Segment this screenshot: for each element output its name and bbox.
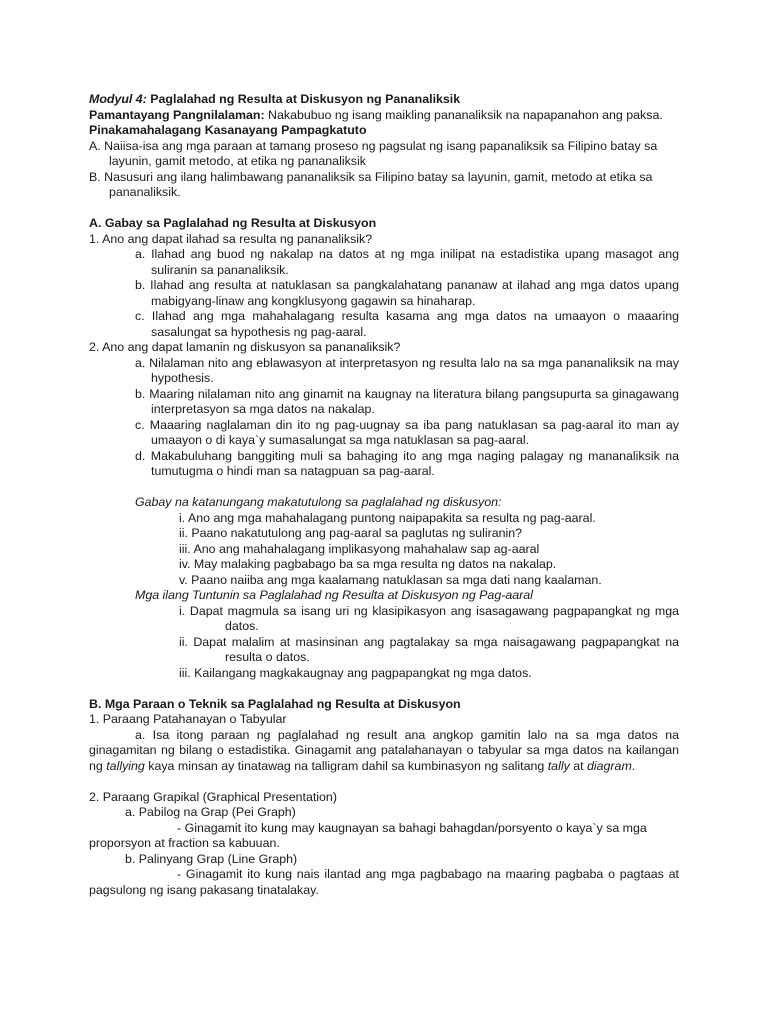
tally-term: tally: [547, 758, 570, 773]
question-2-d: d. Makabuluhang banggiting muli sa bahaging ito ang mga naging palagay ng mananaliksik na tumutugma o hindi man sa natagpuan sa pag-aaral.: [135, 448, 679, 478]
tallying-term: tallying: [106, 758, 145, 773]
guide-question-iii: iii. Ano ang mahahalagang implikasyong mahahalaw sap ag-aaral: [179, 541, 540, 556]
guide-question-i: i. Ano ang mga mahahalagang puntong naipapakita sa resulta ng pag-aaral.: [179, 510, 596, 525]
competency-b: B. Nasusuri ang ilang halimbawang pananaliksik sa Filipino batay sa layunin, gamit, metodo at etika sa pananaliksik.: [89, 169, 653, 199]
rule-ii: ii. Dapat malalim at masinsinan ang pagtalakay sa mga naisagawang pagpapangkat na resulta o datos.: [179, 634, 679, 664]
section-a-title: A. Gabay sa Paglalahad ng Resulta at Diskusyon: [89, 216, 377, 230]
question-1-a: a. Ilahad ang buod ng nakalap na datos at ng mga inilipat na estadistika upang masagot ang suliranin sa pananaliksik.: [135, 247, 679, 277]
module-heading: [89, 92, 679, 108]
question-2-a: a. Nilalaman nito ang eblawasyon at interpretasyon ng resulta lalo na sa mga pananaliksik na may hypothesis.: [135, 355, 679, 385]
line-graph-item: b. Palinyang Grap (Line Graph): [125, 851, 298, 866]
question-1-b: b. Ilahad ang resulta at natuklasan sa pangkalahatang pananaw at ilahad ang mga datos upang mabigyang-linaw ang kongklusyong gagawin sa hinaharap.: [135, 278, 679, 308]
rule-i: i. Dapat magmula sa isang uri ng klasipikasyon ang isasagawang pagpapangkat ng mga datos.: [179, 603, 679, 633]
method-1: 1. Paraang Patahanayan o Tabyular: [89, 712, 287, 726]
method-1-a-text-2: kaya minsan ay tinatawag na talligram dahil sa kumbinasyon ng salitang: [144, 758, 548, 773]
guide-question-iv: iv. May malaking pagbabago ba sa mga resulta ng datos na nakalap.: [179, 557, 557, 571]
question-1: 1. Ano ang dapat ilahad sa resulta ng pananaliksik?: [89, 231, 373, 246]
pie-graph-description: - Ginagamit ito kung may kaugnayan sa bahagi bahagdan/porsyento o kaya`y sa mga proporsyon at fraction sa kabuuan.: [89, 820, 647, 850]
section-b-title: B. Mga Paraan o Teknik sa Paglalahad ng Resulta at Diskusyon: [89, 696, 461, 711]
diagram-term: diagram: [587, 758, 632, 773]
document-body: [89, 92, 679, 898]
content-standard-text: Nakabubuo ng isang maikling pananaliksik na napapanahon ang paksa.: [268, 107, 663, 122]
method-2: 2. Paraang Grapikal (Graphical Presentation): [89, 789, 337, 804]
guide-question-v: v. Paano naiiba ang mga kaalamang natuklasan sa mga dati nang kaalaman.: [179, 572, 602, 587]
module-label: Modyul 4:: [89, 92, 147, 106]
guide-questions-title: Gabay na katanungang makatutulong sa paglalahad ng diskusyon:: [135, 495, 502, 509]
question-2: 2. Ano ang dapat lamanin ng diskusyon sa pananaliksik?: [89, 340, 401, 354]
competency-title: Pinakamahalagang Kasanayang Pampagkatuto: [89, 123, 367, 137]
competency-a: A. Naiisa-isa ang mga paraan at tamang proseso ng pagsulat ng isang papanaliksik sa Filipino batay sa layunin, gamit metodo, at etika ng pananaliksik: [89, 138, 658, 168]
pie-graph-item: a. Pabilog na Grap (Pei Graph): [125, 805, 296, 819]
content-standard: [89, 108, 679, 124]
content-standard-label: Pamantayang Pangnilalaman:: [89, 107, 265, 122]
guide-question-ii: ii. Paano nakatutulong ang pag-aaral sa paglutas ng suliranin?: [179, 526, 523, 540]
module-title: Paglalahad ng Resulta at Diskusyon ng Pananaliksik: [150, 92, 461, 106]
question-1-c: c. Ilahad ang mga mahahalagang resulta kasama ang mga datos na umaayon o maaaring sasalungat sa hypothesis ng pag-aaral.: [135, 309, 679, 339]
rules-title: Mga ilang Tuntunin sa Paglalahad ng Resulta at Diskusyon ng Pag-aaral: [135, 588, 533, 602]
question-2-c: c. Maaaring naglalaman din ito ng pag-uugnay sa iba pang natuklasan sa pag-aaral ito man ay umaayon o di kaya`y sumasalungat sa mga natuklasan sa pag-aaral.: [135, 417, 679, 447]
rule-iii: iii. Kailangang magkakaugnay ang pagpapangkat ng mga datos.: [179, 665, 532, 680]
method-1-a-text-3: at: [569, 758, 587, 773]
line-graph-description: - Ginagamit ito kung nais ilantad ang mga pagbabago na maaring pagbaba o pagtaas at pagsulong ng isang pakasang tinatalakay.: [89, 867, 679, 897]
method-1-a: [89, 728, 679, 775]
question-2-b: b. Maaring nilalaman nito ang ginamit na kaugnay na literatura bilang pangsupurta sa ginagawang interpretasyon sa mga datos na nakalap.: [135, 386, 679, 416]
method-1-a-text-1: a. Isa itong paraan ng paglalahad ng result ana angkop gamitin lalo na sa mga datos na ginagamitan ng bilang o estadistika. Ginagamit ang patalahanayan o tabyular sa mga datos na kailangan ng: [89, 727, 679, 773]
method-1-a-text-4: .: [631, 758, 636, 773]
